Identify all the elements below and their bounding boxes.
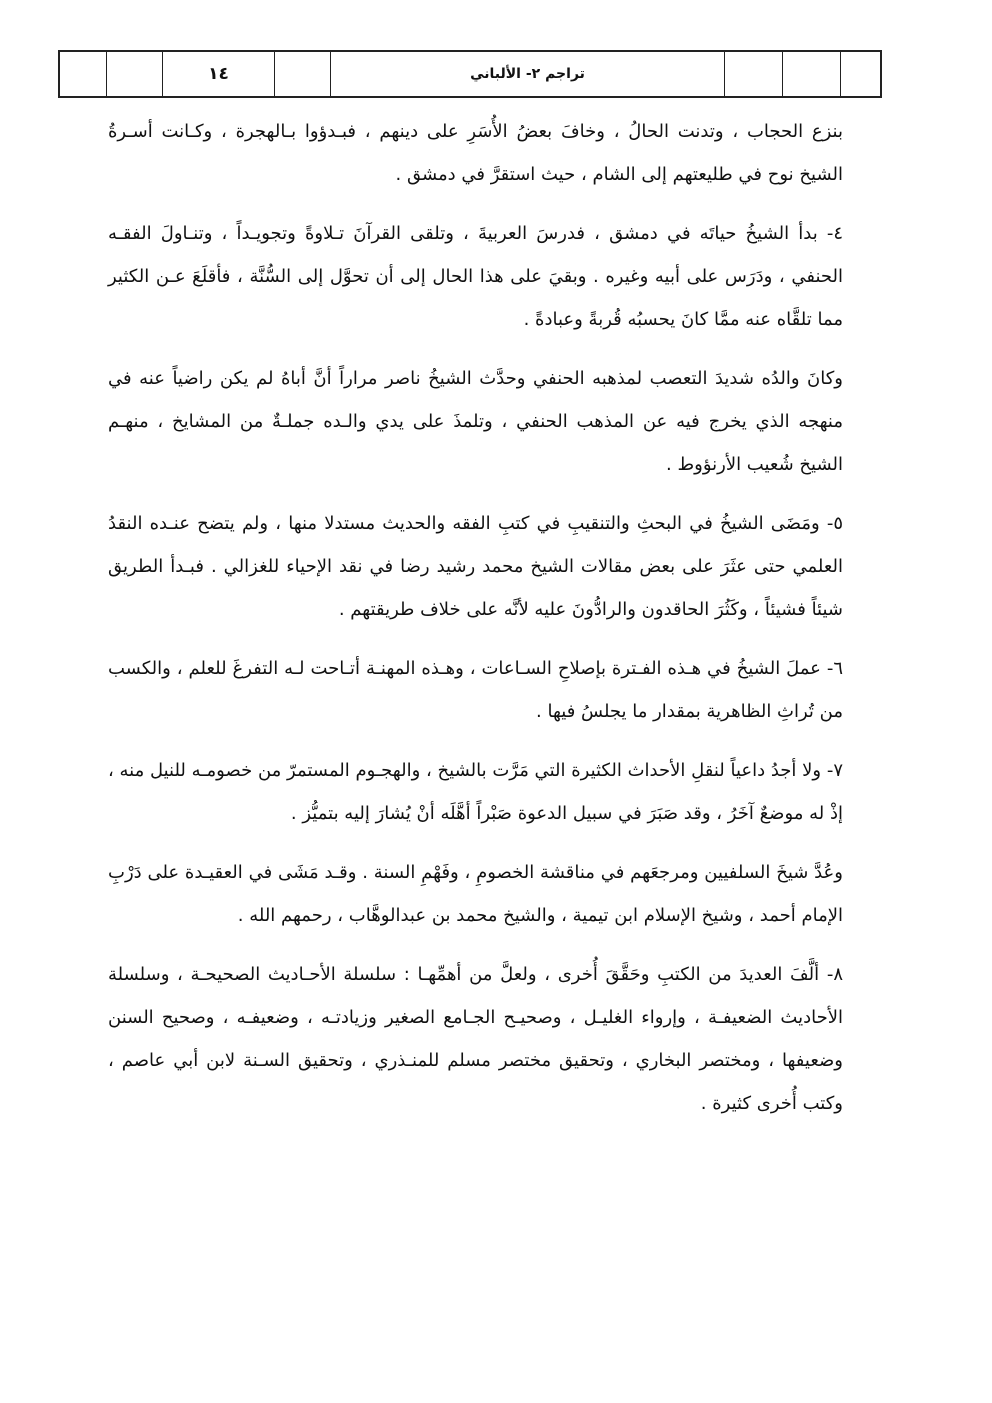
paragraph: ٤- بدأ الشيخُ حياتَه في دمشق ، فدرسَ العربيةَ ، وتلقى القرآنَ تـلاوةً وتجويـداً ، وتنـاولَ الفقـه الحنفي ، ودَرَس على أبيه وغيره . وبقيَ على هذا الحال إلى أن تحوَّل إلى السُّنَّة ، فأقلَعَ عـن الكثير مما تلقَّاه عنه ممَّا كانَ يحسبُه قُربةً وعبادةً . — [108, 223, 843, 330]
page-header — [58, 50, 882, 98]
header-cell-empty — [724, 52, 782, 96]
body-text — [108, 110, 843, 1141]
header-cell-empty — [106, 52, 162, 96]
header-cell-empty — [60, 52, 106, 96]
paragraph: ٥- ومَضَى الشيخُ في البحثِ والتنقيبِ في كتبِ الفقه والحديث مستدلا منها ، ولم يتضح عنـده النقدُ العلمي حتى عثَرَ على بعض مقالات الشيخ محمد رشيد رضا في نقد الإحياء للغزالي . فبـدأ الطريق شيئاً فشيئاً ، وكَثُرَ الحاقدون والرادُّونَ عليه لأنَّه على خلاف طريقتهم . — [108, 513, 843, 620]
paragraph: ٨- ألَّفَ العديدَ من الكتبِ وحَقَّقَ أُخرى ، ولعلَّ من أهمِّهـا : سلسلة الأحـاديث الصحيحـة ، وسلسلة الأحاديث الضعيفـة ، وإرواء الغليـل ، وصحيـح الجـامع الصغير وزيادتـه ، وضعيفـه ، وصحيح السنن وضعيفها ، ومختصر البخاري ، وتحقيق مختصر مسلم للمنـذري ، وتحقيق السـنة لابن أبي عاصم ، وكتب أُخرى كثيرة . — [108, 964, 843, 1114]
paragraph: وكانَ والدُه شديدَ التعصب لمذهبه الحنفي وحدَّث الشيخُ ناصر مراراً أنَّ أباهُ لم يكن راضياً عنه في منهجه الذي يخرج فيه عن المذهب الحنفي ، وتلمذَ على يدي والـده جملـةٌ من المشايخ ، منهـم الشيخ شُعيب الأرنؤوط . — [108, 368, 843, 475]
paragraph: بنزع الحجاب ، وتدنت الحالُ ، وخافَ بعضُ الأُسَرِ على دينهم ، فبـدؤوا بـالهجرة ، وكـانت أسـرةُ الشيخ نوح في طليعتهم إلى الشام ، حيث استقرَّ في دمشق . — [108, 121, 843, 185]
paragraph: ٦- عملَ الشيخُ في هـذه الفـترة بإصلاحِ السـاعات ، وهـذه المهنـة أتـاحت لـه التفرغَ للعلم ، والكسب من تُراثِ الظاهرية بمقدار ما يجلسُ فيها . — [108, 658, 843, 722]
header-cell-empty — [274, 52, 330, 96]
header-cell-empty — [840, 52, 880, 96]
paragraph: ٧- ولا أجدُ داعياً لنقلِ الأحداث الكثيرة التي مَرَّت بالشيخ ، والهجـوم المستمرّ من خصومـه للنيل منه ، إذْ له موضعٌ آخَرُ ، وقد صَبَرَ في سبيل الدعوة صَبْراً أهَّلَه أنْ يُشارَ إليه بتميُّز . — [107, 760, 843, 824]
page-number: ١٤ — [162, 52, 274, 96]
running-title: تراجم ٢- الألباني — [330, 52, 724, 96]
paragraph: وعُدَّ شيخَ السلفيين ومرجعَهم في مناقشة الخصومِ ، وفَهْمِ السنة . وقـد مَشَى في العقيـدة على دَرْبِ الإمام أحمد ، وشيخ الإسلام ابن تيمية ، والشيخ محمد بن عبدالوهَّاب ، رحمهم الله . — [108, 862, 843, 926]
header-cell-empty — [782, 52, 840, 96]
